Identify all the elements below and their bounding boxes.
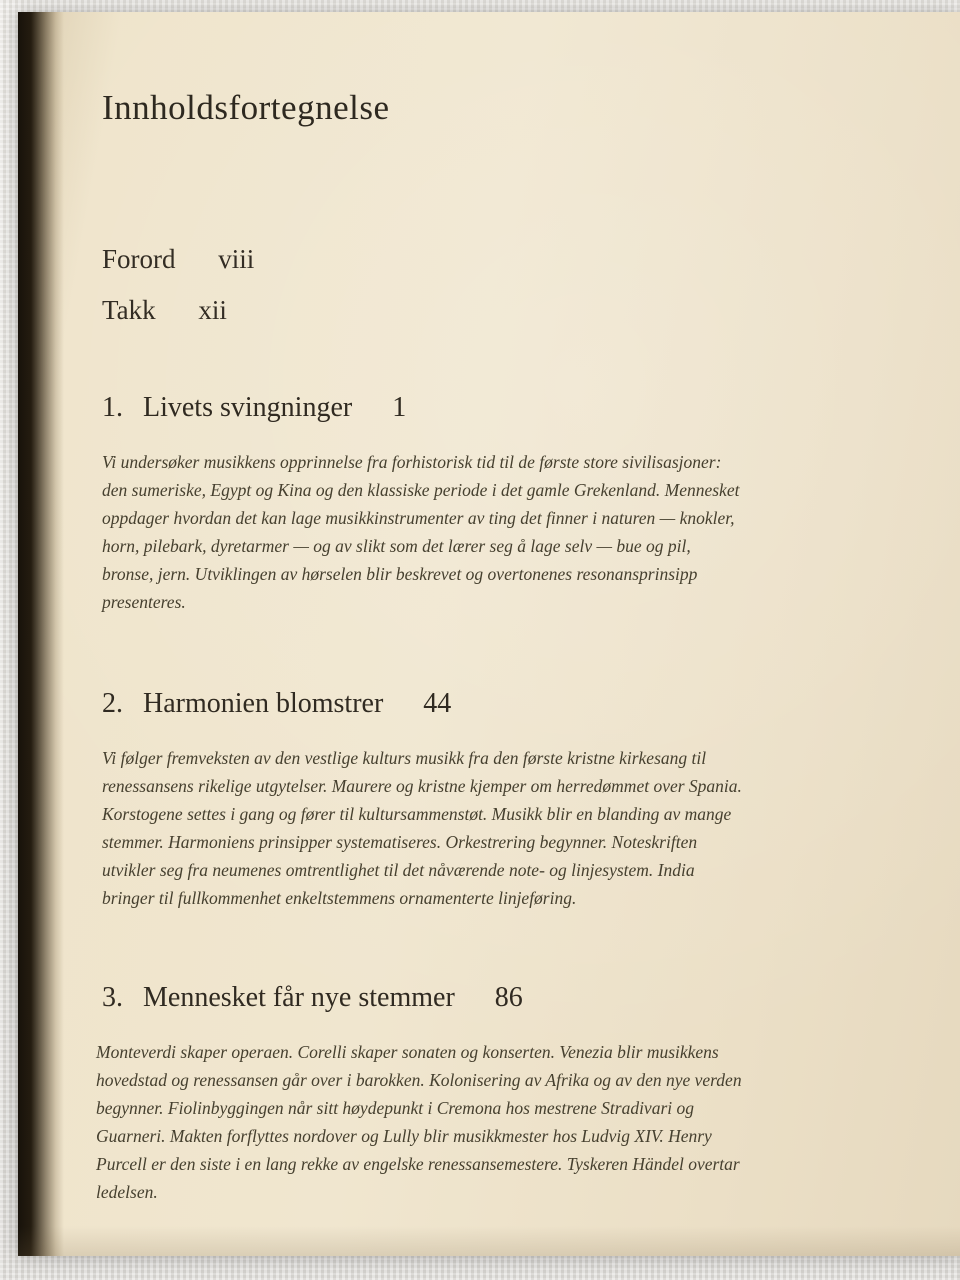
front-matter-page-number: viii (218, 244, 255, 274)
chapter-page-number: 44 (423, 688, 452, 719)
chapter-number: 2. (102, 688, 123, 719)
front-matter-row (102, 244, 900, 275)
chapter-entry (96, 982, 900, 1206)
page-bottom-shade (18, 1226, 960, 1256)
front-matter-page-number: xii (198, 295, 227, 325)
chapter-title: Livets svingninger (143, 392, 353, 423)
front-matter-section (102, 244, 900, 326)
chapter-description: Vi undersøker musikkens opprinnelse fra forhistorisk tid til de første store sivilisasjoner: den sumeriske, Egypt og Kina og den klassiske periode i det gamle Grekenland. Mennesket oppdager hvordan det kan lage musikkinstrumenter av ting det finner i naturen — knokler, horn, pilebark, dyretarmer — og av slikt som det lærer seg å lage selv — bue og pil, bronse, jern. Utviklingen av hørselen blir beskrevet og overtonenes resonansprinsipp presenteres. (102, 452, 740, 612)
front-matter-row (102, 295, 900, 326)
front-matter-label: Takk (102, 295, 156, 325)
chapter-entry (102, 392, 900, 616)
front-matter-label: Forord (102, 244, 176, 274)
chapter-description: Monteverdi skaper operaen. Corelli skaper sonaten og konserten. Venezia blir musikkens hovedstad og renessansen går over i barokken. Kolonisering av Afrika og av den nye verden begynner. Fiolinbyggingen når sitt høydepunkt i Cremona hos mestrene Stradivari og Guarneri. Makten forflyttes nordover og Lully blir musikkmester hos Ludvig XIV. Henry Purcell er den siste i en lang rekke av engelske renessansemestere. Tyskeren Händel overtar ledelsen. (96, 1042, 742, 1202)
page-title: Innholdsfortegnelse (102, 88, 390, 127)
chapter-description: Vi følger fremveksten av den vestlige kulturs musikk fra den første kristne kirkesang til renessansens rikelige utgytelser. Maurere og kristne kjemper om herredømmet over Spania. Korstogene settes i gang og fører til kultursammenstøt. Musikk blir en blanding av mange stemmer. Harmoniens prinsipper systematiseres. Orkestrering begynner. Noteskriften utvikler seg fra neumenes omtrentlighet til det nåværende note- og linjesystem. India bringer til fullkommenhet enkeltstemmens ornamenterte linjeføring. (102, 748, 742, 908)
chapter-heading (102, 688, 900, 720)
chapter-title: Harmonien blomstrer (143, 688, 384, 719)
chapter-heading (102, 982, 900, 1014)
book-page (18, 12, 960, 1256)
chapter-number: 1. (102, 392, 123, 423)
table-of-contents (18, 12, 960, 1206)
chapter-heading (102, 392, 900, 424)
chapter-title: Mennesket får nye stemmer (143, 982, 455, 1013)
chapter-page-number: 1 (392, 392, 407, 423)
chapter-entry (102, 688, 900, 912)
chapter-number: 3. (102, 982, 123, 1013)
chapter-page-number: 86 (494, 982, 523, 1013)
